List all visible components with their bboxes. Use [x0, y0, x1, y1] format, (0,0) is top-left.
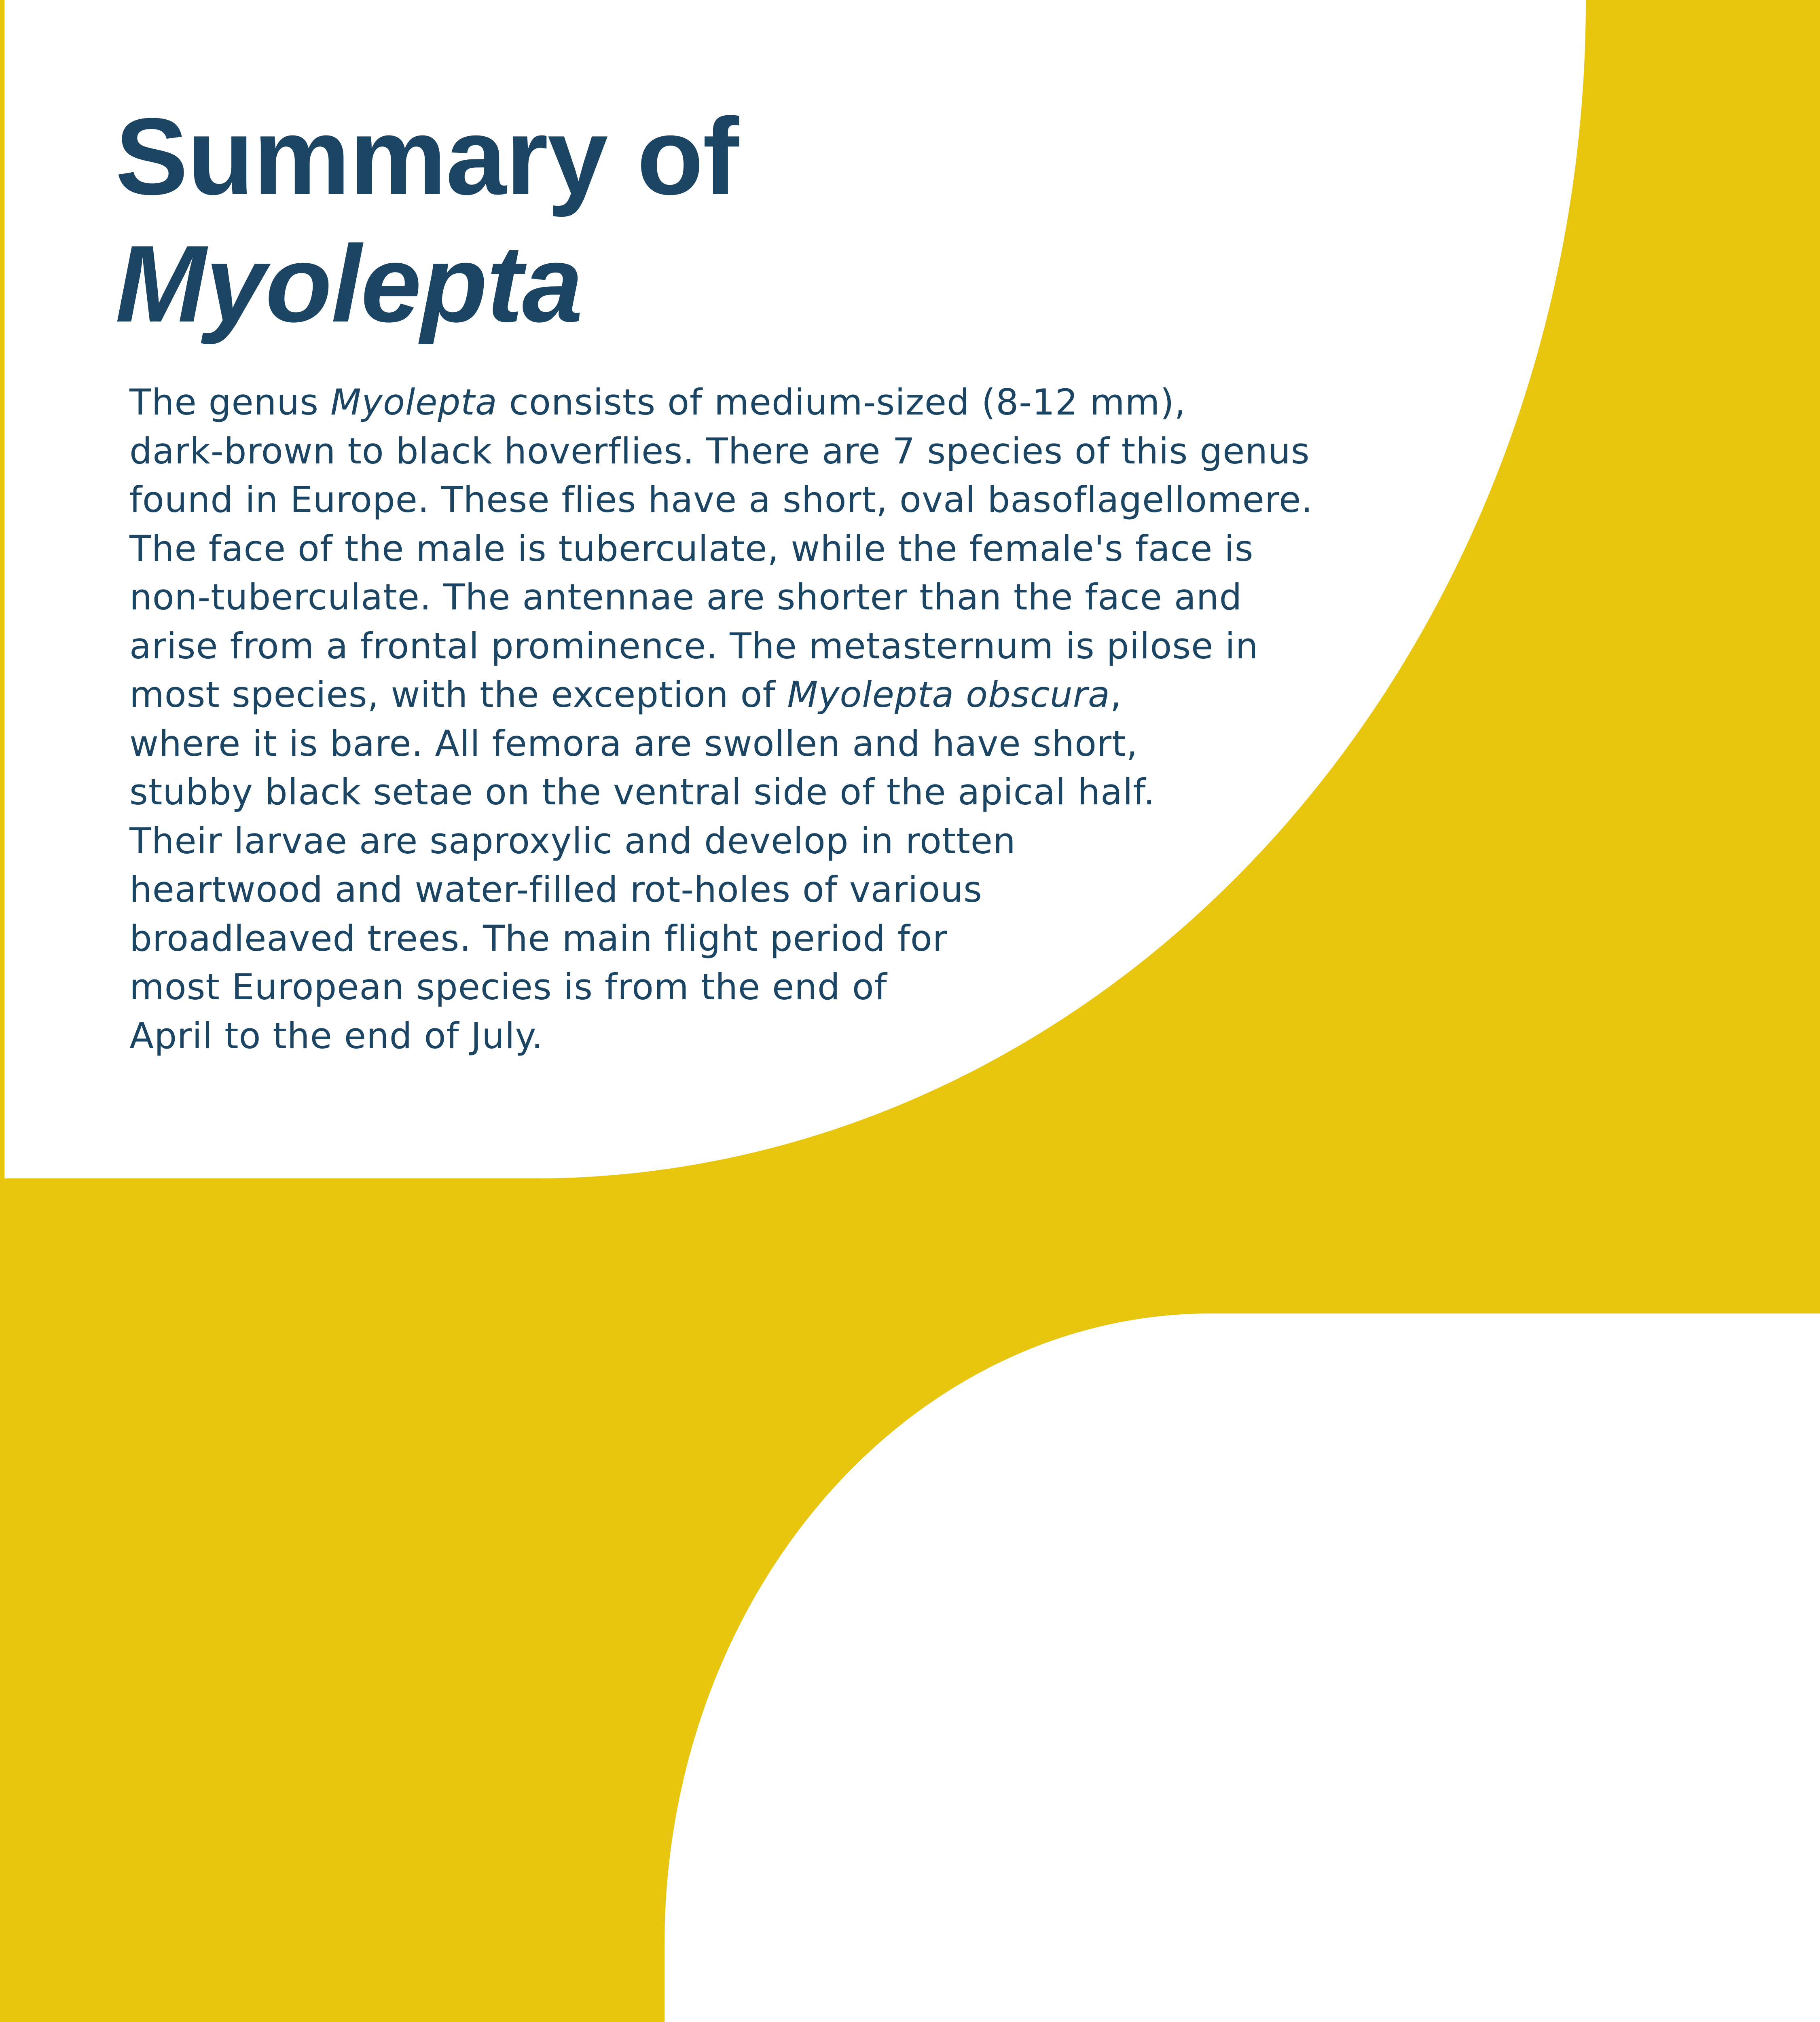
body-line-13: most European species is from the end of: [129, 966, 887, 1008]
body-line-12: broadleaved trees. The main flight period for: [129, 917, 948, 959]
body-line-3: found in Europe. These flies have a short, oval basoflagellomere.: [129, 479, 1313, 520]
body-line-8: where it is bare. All femora are swollen and have short,: [129, 722, 1138, 764]
white-bottom-panel: [665, 1313, 1820, 2022]
page-title: [115, 93, 738, 348]
title-line-1: Summary of: [115, 96, 739, 218]
body-line-11: heartwood and water-filled rot-holes of various: [129, 869, 982, 910]
body-line-6: arise from a frontal prominence. The metasternum is pilose in: [129, 625, 1259, 667]
body-line-7-a: most species, with the exception of: [129, 674, 787, 715]
body-line-5: non-tuberculate. The antennae are shorter than the face and: [129, 576, 1242, 618]
body-line-10: Their larvae are saproxylic and develop in rotten: [129, 820, 1016, 862]
body-line-4: The face of the male is tuberculate, while the female's face is: [129, 527, 1254, 569]
body-line-7-c: ,: [1110, 674, 1122, 715]
body-species-name: Myolepta obscura: [787, 674, 1110, 715]
body-line-9: stubby black setae on the ventral side of the apical half.: [129, 771, 1155, 813]
body-line-1-c: consists of medium-sized (8-12 mm),: [497, 381, 1186, 423]
summary-paragraph: [129, 378, 1424, 1060]
body-line-1-a: The genus: [129, 381, 331, 423]
title-line-2-genus: Myolepta: [115, 223, 582, 345]
body-line-7: [129, 670, 1424, 719]
body-line-14: April to the end of July.: [129, 1015, 544, 1057]
body-line-1: [129, 378, 1424, 427]
body-line-2: dark-brown to black hoverflies. There are 7 species of this genus: [129, 430, 1310, 472]
body-genus-name: Myolepta: [330, 381, 497, 423]
